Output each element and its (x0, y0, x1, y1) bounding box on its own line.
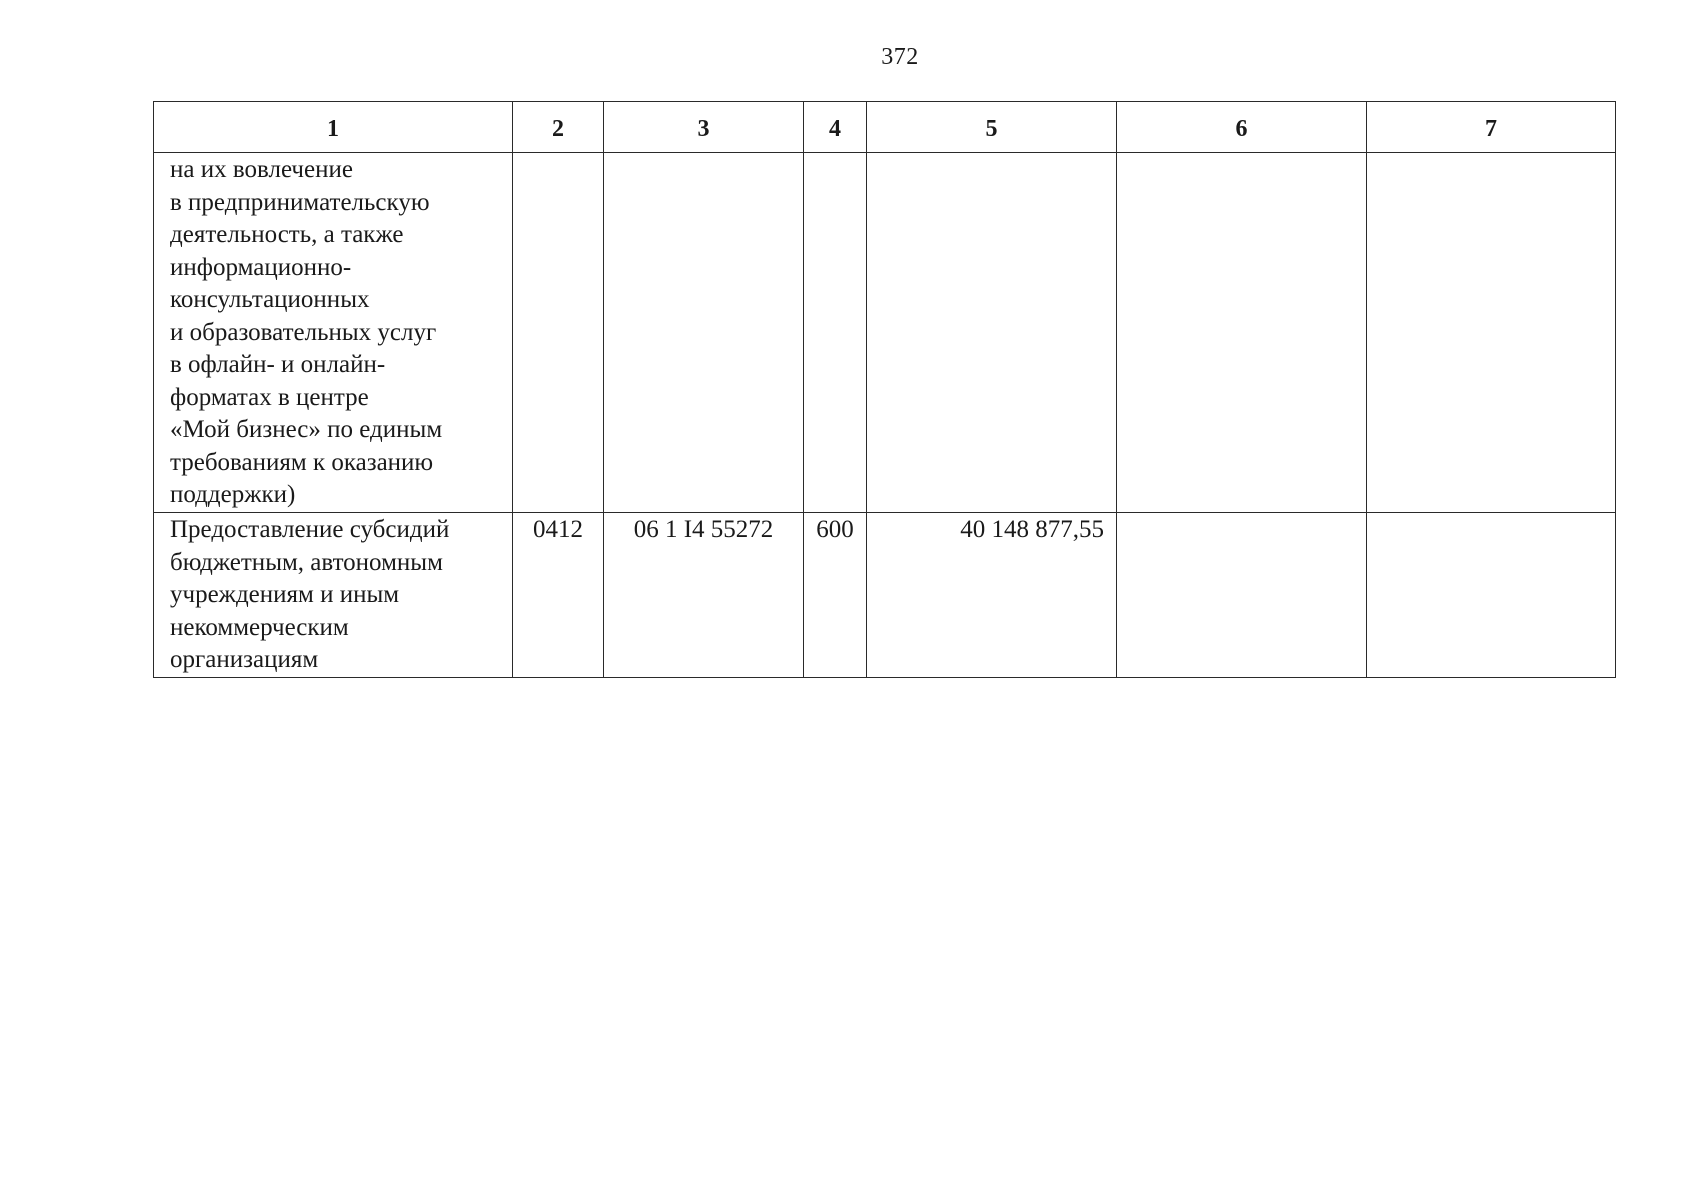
row-name-line: в офлайн- и онлайн- (170, 351, 386, 378)
column-header-4: 4 (804, 102, 867, 153)
row-name-line: в предпринимательскую (170, 188, 430, 216)
column-header-2: 2 (513, 102, 604, 153)
section-code-cell (513, 153, 604, 513)
table-row (154, 153, 1616, 513)
column-6-cell (1117, 153, 1367, 513)
column-7-cell (1367, 153, 1616, 513)
column-6-cell (1117, 513, 1367, 678)
row-name-cell (154, 513, 513, 678)
row-name-line: некоммерческим (170, 613, 349, 641)
expense-type-cell (804, 153, 867, 513)
column-header-1: 1 (154, 102, 513, 153)
row-name-line: Предоставление субсидий (170, 516, 450, 543)
row-name-line: и образовательных услуг (170, 318, 437, 346)
row-name-line: «Мой бизнес» по единым (170, 416, 443, 443)
row-name-line: бюджетным, автономным (170, 548, 443, 576)
amount-cell (867, 153, 1117, 513)
column-header-7: 7 (1367, 102, 1616, 153)
row-name-line: форматах в центре (170, 383, 369, 411)
row-name-line: консультационных (170, 286, 370, 313)
row-name-cell (154, 153, 513, 513)
row-name-line: учреждениям и иным (170, 581, 400, 608)
row-name-line: информационно- (170, 253, 352, 281)
page-number: 372 (881, 44, 919, 70)
row-name-line: на их вовлечение (170, 156, 353, 183)
target-item-cell (604, 153, 804, 513)
row-name-line: организациям (170, 646, 319, 673)
row-name-line: деятельность, а также (170, 221, 404, 248)
row-name-line: поддержки) (170, 481, 296, 508)
header-row (154, 102, 1616, 153)
column-header-6: 6 (1117, 102, 1367, 153)
table-row (154, 513, 1616, 678)
section-code-cell: 0412 (513, 513, 604, 678)
column-header-5: 5 (867, 102, 1117, 153)
expense-type-cell: 600 (804, 513, 867, 678)
amount-cell: 40 148 877,55 (867, 513, 1117, 678)
row-name-line: требованиям к оказанию (170, 448, 434, 476)
budget-table (153, 101, 1616, 678)
target-item-cell: 06 1 I4 55272 (604, 513, 804, 678)
column-header-3: 3 (604, 102, 804, 153)
column-7-cell (1367, 513, 1616, 678)
